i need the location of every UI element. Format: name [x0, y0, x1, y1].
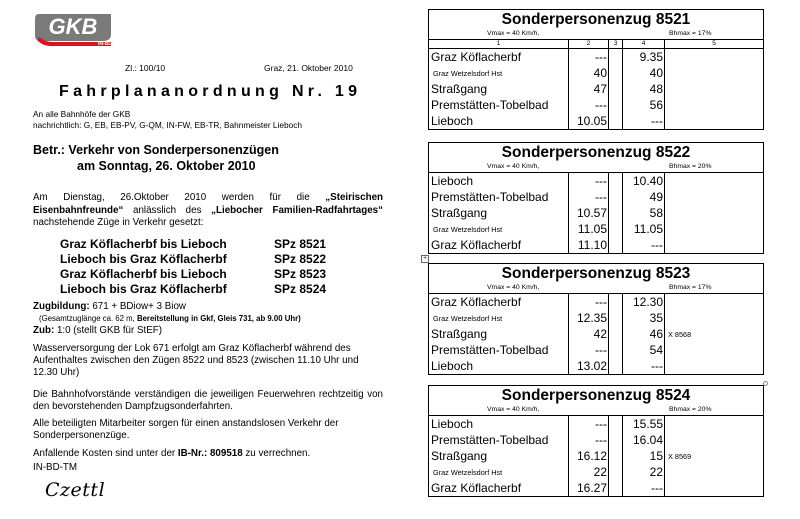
- note-cell: [665, 464, 763, 480]
- arrival-cell: 22: [569, 464, 609, 480]
- address-line-2: nachrichtlich: G, EB, EB-PV, G-QM, IN-FW, EB-TR, Bahnmeister Lieboch: [33, 120, 302, 130]
- arrival-cell: 47: [569, 81, 609, 97]
- note-cell: [665, 480, 763, 496]
- empty-cell: [609, 113, 623, 129]
- arrival-cell: 10.05: [569, 113, 609, 129]
- table-row: [429, 464, 763, 480]
- station-cell: Graz Wetzelsdorf Hst: [429, 221, 569, 237]
- note-cell: [665, 113, 763, 129]
- departure-cell: 40: [623, 65, 665, 81]
- timetable-title: Sonderpersonenzug 8524: [501, 387, 691, 404]
- station-cell: Premstätten-Tobelbad: [429, 432, 569, 448]
- column-number: 2: [569, 40, 609, 48]
- subject-line-2: am Sonntag, 26. Oktober 2010: [77, 158, 256, 173]
- arrival-cell: 13.02: [569, 358, 609, 374]
- note-cell: [665, 97, 763, 113]
- empty-cell: [609, 65, 623, 81]
- note-cell: [665, 342, 763, 358]
- page-title: Fahrplananordnung Nr. 19: [59, 83, 362, 100]
- arrival-cell: ---: [569, 416, 609, 432]
- empty-cell: [609, 189, 623, 205]
- table-row: [429, 448, 763, 464]
- bhmax-label: Bhmax = 17%: [669, 284, 712, 291]
- departure-cell: 48: [623, 81, 665, 97]
- arrival-cell: 40: [569, 65, 609, 81]
- note-cell: [665, 294, 763, 310]
- note-cell: [665, 65, 763, 81]
- note-cell: [665, 237, 763, 253]
- station-cell: Premstätten-Tobelbad: [429, 342, 569, 358]
- reference-number: Zl.: 100/10: [125, 63, 166, 73]
- table-row: [429, 81, 763, 97]
- bhmax-label: Bhmax = 20%: [669, 406, 712, 413]
- subject-line-1: Betr.: Verkehr von Sonderpersonenzügen: [33, 143, 279, 157]
- empty-cell: [609, 358, 623, 374]
- train-list-item: Lieboch bis Graz Köflacherbf SPz 8522: [60, 252, 327, 266]
- table-row: [429, 342, 763, 358]
- timetable-header: [429, 264, 763, 294]
- station-cell: Premstätten-Tobelbad: [429, 189, 569, 205]
- departure-cell: 15.55: [623, 416, 665, 432]
- table-row: [429, 205, 763, 221]
- timetable-title: Sonderpersonenzug 8521: [501, 11, 691, 28]
- column-number: 5: [712, 40, 716, 47]
- arrival-cell: 10.57: [569, 205, 609, 221]
- station-cell: Graz Wetzelsdorf Hst: [429, 464, 569, 480]
- station-cell: Straßgang: [429, 205, 569, 221]
- station-cell: Graz Köflacherbf: [429, 237, 569, 253]
- station-cell: Graz Wetzelsdorf Hst: [429, 310, 569, 326]
- subject: [33, 143, 279, 174]
- club-name: „Steirischen Eisenbahnfreunde“: [33, 192, 383, 216]
- departure-cell: 46: [623, 326, 665, 342]
- departure-cell: ---: [623, 237, 665, 253]
- table-row: [429, 294, 763, 310]
- station-cell: Premstätten-Tobelbad: [429, 97, 569, 113]
- arrival-cell: 42: [569, 326, 609, 342]
- intro-paragraph: Am Dienstag, 26.Oktober 2010 werden für die „Steirischen Eisenbahnfreunde“ anlässlich des „Liebocher Familien-Radfahrtages“ nachstehende Züge in Verkehr gesetzt:: [33, 192, 383, 228]
- arrival-cell: ---: [569, 342, 609, 358]
- vmax-label: Vmax = 40 Km/h,: [487, 163, 540, 170]
- logo-text: GKB: [48, 14, 98, 39]
- empty-cell: [609, 49, 623, 65]
- train-list: [60, 237, 326, 297]
- arrival-cell: 11.05: [569, 221, 609, 237]
- note-cell: [665, 49, 763, 65]
- staff-paragraph: Alle beteiligten Mitarbeiter sorgen für einen anstandslosen Verkehr der Sonderpersonenzüge.: [33, 418, 339, 441]
- note-cell: X 8569: [668, 451, 692, 461]
- departure-cell: 22: [623, 464, 665, 480]
- station-cell: Lieboch: [429, 358, 569, 374]
- table-row: [429, 65, 763, 81]
- letter-date: Graz, 21. Oktober 2010: [264, 63, 353, 73]
- arrival-cell: ---: [569, 173, 609, 189]
- timetable-title: Sonderpersonenzug 8522: [501, 144, 691, 161]
- empty-cell: [609, 173, 623, 189]
- table-row: [429, 221, 763, 237]
- station-cell: Graz Köflacherbf: [429, 49, 569, 65]
- event-name: „Liebocher Familien-Radfahrtages“: [211, 204, 383, 216]
- bhmax-label: Bhmax = 17%: [669, 30, 712, 37]
- departure-cell: 16.04: [623, 432, 665, 448]
- note-cell: [665, 416, 763, 432]
- note-cell: [665, 432, 763, 448]
- empty-cell: [609, 97, 623, 113]
- note-cell: [665, 310, 763, 326]
- vmax-label: Vmax = 40 Km/h,: [487, 30, 540, 37]
- column-number: 4: [623, 40, 665, 48]
- table-row: [429, 113, 763, 129]
- station-cell: Lieboch: [429, 173, 569, 189]
- departure-cell: ---: [623, 480, 665, 496]
- empty-cell: [609, 416, 623, 432]
- table-row: [429, 49, 763, 65]
- empty-cell: [609, 205, 623, 221]
- table-row: [429, 432, 763, 448]
- letter: [33, 10, 388, 515]
- empty-cell: [609, 81, 623, 97]
- note-cell: [665, 205, 763, 221]
- move-handle-icon[interactable]: +: [422, 255, 428, 262]
- station-cell: Lieboch: [429, 113, 569, 129]
- arrival-cell: 16.27: [569, 480, 609, 496]
- train-list-item: Lieboch bis Graz Köflacherbf SPz 8524: [60, 282, 327, 296]
- logo-sub: IN-BD: [98, 41, 112, 47]
- department-code: IN-BD-TM: [33, 462, 78, 473]
- note-cell: [665, 221, 763, 237]
- departure-cell: 12.30: [623, 294, 665, 310]
- arrival-cell: ---: [569, 97, 609, 113]
- note-cell: [665, 173, 763, 189]
- vmax-label: Vmax = 40 Km/h,: [487, 284, 540, 291]
- signature: Czettl: [45, 479, 106, 501]
- bhmax-label: Bhmax = 20%: [669, 163, 712, 170]
- departure-cell: 15: [623, 448, 665, 464]
- timetable-header: [429, 143, 763, 173]
- train-list-item: Graz Köflacherbf bis Lieboch SPz 8521: [60, 237, 327, 251]
- timetable-title: Sonderpersonenzug 8523: [501, 265, 691, 282]
- station-cell: Graz Köflacherbf: [429, 480, 569, 496]
- station-cell: Straßgang: [429, 81, 569, 97]
- table-row: [429, 358, 763, 374]
- table-row: [429, 237, 763, 253]
- timetable-1: [428, 9, 764, 130]
- arrival-cell: ---: [569, 294, 609, 310]
- empty-cell: [609, 464, 623, 480]
- column-number: 1: [429, 40, 569, 48]
- address-line-1: An alle Bahnhöfe der GKB: [33, 109, 131, 119]
- note-cell: [665, 81, 763, 97]
- table-row: [429, 480, 763, 496]
- departure-cell: 54: [623, 342, 665, 358]
- station-cell: Lieboch: [429, 416, 569, 432]
- train-list-item: Graz Köflacherbf bis Lieboch SPz 8523: [60, 267, 327, 281]
- timetable-header: [429, 386, 763, 416]
- empty-cell: [609, 480, 623, 496]
- note-cell: X 8568: [668, 329, 692, 339]
- empty-cell: [609, 326, 623, 342]
- departure-cell: 9.35: [623, 49, 665, 65]
- timetable-4: [428, 385, 764, 497]
- timetable-header: [429, 10, 763, 40]
- station-cell: Graz Köflacherbf: [429, 294, 569, 310]
- station-cell: Straßgang: [429, 326, 569, 342]
- empty-cell: [609, 310, 623, 326]
- column-numbers: [429, 40, 763, 49]
- empty-cell: [609, 237, 623, 253]
- train-composition: Zugbildung: 671 + BDiow+ 3 Biow (Gesamtzuglänge ca. 62 m, Bereitstellung in Gkf, Gleis 731, ab 9.00 Uhr) Zub: 1:0 (stellt GKB für StEF): [33, 301, 301, 336]
- gkb-logo: [33, 10, 115, 50]
- table-row: [429, 416, 763, 432]
- table-row: [429, 97, 763, 113]
- departure-cell: ---: [623, 113, 665, 129]
- arrival-cell: ---: [569, 49, 609, 65]
- table-row: [429, 326, 763, 342]
- arrival-cell: ---: [569, 189, 609, 205]
- arrival-cell: 12.35: [569, 310, 609, 326]
- arrival-cell: 11.10: [569, 237, 609, 253]
- departure-cell: ---: [623, 358, 665, 374]
- vmax-label: Vmax = 40 Km/h,: [487, 406, 540, 413]
- table-row: [429, 189, 763, 205]
- arrival-cell: ---: [569, 432, 609, 448]
- arrival-cell: 16.12: [569, 448, 609, 464]
- table-row: [429, 173, 763, 189]
- departure-cell: 35: [623, 310, 665, 326]
- departure-cell: 11.05: [623, 221, 665, 237]
- empty-cell: [609, 342, 623, 358]
- water-supply-paragraph: Wasserversorgung der Lok 671 erfolgt am Graz Köflacherbf während des Aufenthaltes zwischen den Zügen 8522 und 8523 (zwischen 11.10 Uhr und 12.30 Uhr): [33, 343, 359, 378]
- empty-cell: [609, 221, 623, 237]
- addressees: [33, 109, 302, 131]
- empty-cell: [609, 294, 623, 310]
- column-number: 3: [609, 40, 623, 48]
- empty-cell: [609, 432, 623, 448]
- departure-cell: 49: [623, 189, 665, 205]
- station-cell: Graz Wetzelsdorf Hst: [429, 65, 569, 81]
- costs-paragraph: Anfallende Kosten sind unter der IB-Nr.: 809518 zu verrechnen.: [33, 448, 311, 459]
- note-cell: [665, 358, 763, 374]
- timetable-2: [428, 142, 764, 254]
- departure-cell: 56: [623, 97, 665, 113]
- empty-cell: [609, 448, 623, 464]
- departure-cell: 10.40: [623, 173, 665, 189]
- table-row: [429, 310, 763, 326]
- fire-brigade-paragraph: Die Bahnhofvorstände verständigen die jeweiligen Feuerwehren rechtzeitig von den bevorstehenden Dampfzugsonderfahrten.: [33, 389, 383, 412]
- departure-cell: 58: [623, 205, 665, 221]
- timetable-3: [428, 263, 764, 375]
- note-cell: [665, 189, 763, 205]
- station-cell: Straßgang: [429, 448, 569, 464]
